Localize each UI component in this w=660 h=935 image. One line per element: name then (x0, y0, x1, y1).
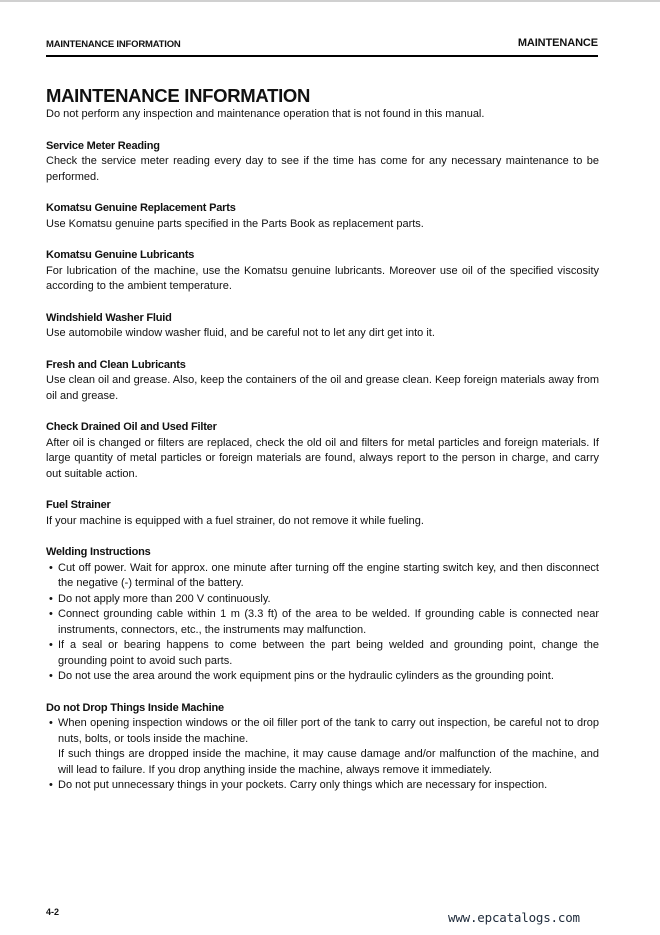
running-header-section: MAINTENANCE INFORMATION (46, 39, 181, 50)
list-item: • Connect grounding cable within 1 m (3.3 ft) of the area to be welded. If grounding cable is connected near instruments, connectors, etc., the instruments may malfunction. (49, 608, 599, 636)
section-drop-things (46, 701, 599, 794)
section-fuel-strainer (46, 498, 599, 529)
bullet-icon: • (49, 717, 53, 729)
list-item: • Cut off power. Wait for approx. one minute after turning off the engine starting switch key, and then disconnect the negative (-) terminal of the battery. (49, 561, 599, 589)
section-body: Use Komatsu genuine parts specified in the Parts Book as replacement parts. (46, 217, 424, 230)
bullet-icon: • (49, 779, 53, 791)
drop-things-list (46, 716, 599, 794)
running-header (46, 37, 598, 57)
bullet-icon: • (49, 670, 53, 682)
section-heading: Fresh and Clean Lubricants (46, 358, 186, 371)
section-heading: Check Drained Oil and Used Filter (46, 421, 217, 433)
list-item: • Do not apply more than 200 V continuously. (46, 592, 599, 608)
list-item: • Do not put unnecessary things in your pockets. Carry only things which are necessary for inspection. (46, 778, 599, 794)
section-body: Use automobile window washer fluid, and be careful not to let any dirt get into it. (46, 327, 435, 339)
section-body: Check the service meter reading every day to see if the time has come for any necessary maintenance to be performed. (46, 155, 599, 183)
section-service-meter (46, 139, 599, 186)
section-washer-fluid (46, 311, 599, 342)
list-item: • Do not use the area around the work equipment pins or the hydraulic cylinders as the grounding point. (46, 669, 599, 685)
section-body: Use clean oil and grease. Also, keep the containers of the oil and grease clean. Keep foreign materials away from oil and grease. (46, 374, 599, 402)
section-body: If your machine is equipped with a fuel strainer, do not remove it while fueling. (46, 514, 424, 527)
bullet-icon: • (49, 592, 53, 605)
section-drained-oil (46, 420, 599, 482)
section-heading: Fuel Strainer (46, 499, 111, 511)
top-border (0, 0, 660, 2)
section-heading: Windshield Washer Fluid (46, 311, 172, 324)
intro-text: Do not perform any inspection and maintenance operation that is not found in this manual. (46, 108, 485, 120)
section-heading: Komatsu Genuine Replacement Parts (46, 202, 236, 214)
bullet-icon: • (49, 608, 53, 620)
section-body: For lubrication of the machine, use the Komatsu genuine lubricants. Moreover use oil of the specified viscosity according to the ambient temperature. (46, 264, 599, 292)
section-heading: Welding Instructions (46, 546, 151, 558)
running-header-chapter: MAINTENANCE (517, 37, 598, 49)
page-title: MAINTENANCE INFORMATION (46, 85, 311, 106)
list-item: • When opening inspection windows or the oil filler port of the tank to carry out inspection, be careful not to drop nuts, bolts, or tools inside the machine. If such things are dropped inside the machine, it may cause damage and/or malfunction of the machine, and will lead to failure. If you drop anything inside the machine, always remove it immediately. (49, 717, 599, 776)
bullet-icon: • (49, 639, 53, 651)
list-item: • If a seal or bearing happens to come between the part being welded and grounding point, change the grounding point to avoid such parts. (49, 639, 599, 667)
section-heading: Komatsu Genuine Lubricants (46, 249, 195, 261)
bullet-icon: • (49, 561, 53, 574)
page-content (46, 85, 599, 794)
section-heading: Service Meter Reading (46, 139, 160, 152)
welding-list (46, 561, 599, 685)
section-replacement-parts (46, 201, 599, 232)
page-number: 4-2 (46, 907, 60, 917)
section-genuine-lubricants (46, 248, 599, 295)
section-body: After oil is changed or filters are replaced, check the old oil and filters for metal particles and foreign materials. If large quantity of metal particles or foreign materials are found, always report to the person in charge, and carry out suitable action. (46, 436, 599, 480)
section-heading: Do not Drop Things Inside Machine (46, 701, 224, 714)
watermark-url: www.epcatalogs.com (448, 910, 580, 925)
section-welding (46, 545, 599, 685)
section-clean-lubricants (46, 358, 599, 405)
